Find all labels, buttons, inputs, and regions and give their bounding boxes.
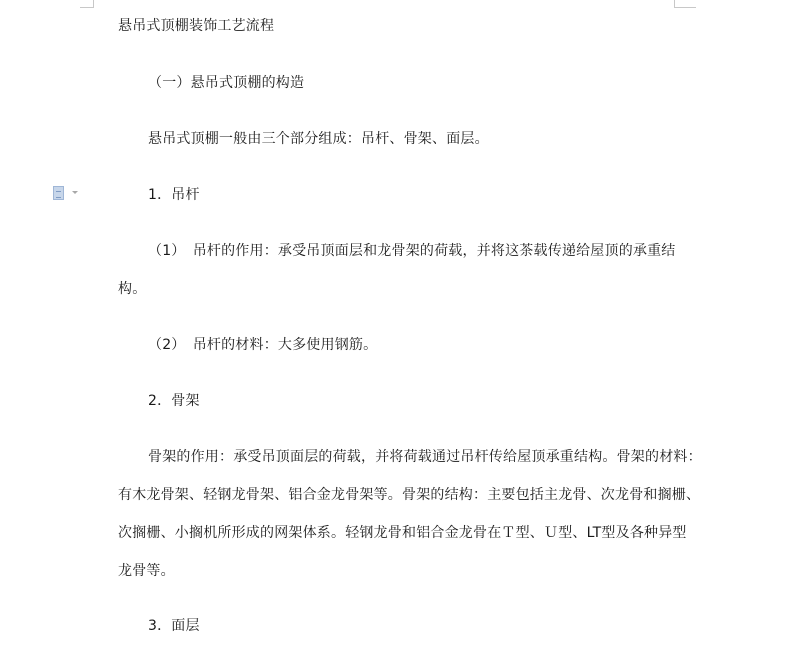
paragraph-line: 构。 <box>118 281 147 297</box>
subheading-hanger: 1．吊杆 <box>148 187 200 203</box>
paragraph: （2） 吊杆的材料：大多使用钢筋。 <box>148 337 378 353</box>
paragraph-line: 次搁栅、小搁机所形成的网架体系。轻钢龙骨和铝合金龙骨在Ｔ型、Ｕ型、LT型及各种异型 <box>118 525 687 541</box>
document-icon[interactable] <box>53 186 64 200</box>
margin-corner-top-right-h <box>674 7 696 8</box>
subheading-surface: 3．面层 <box>148 618 200 634</box>
margin-corner-top-right <box>674 0 675 7</box>
margin-corner-top-left-h <box>80 7 94 8</box>
subheading-frame: 2．骨架 <box>148 393 200 409</box>
margin-corner-top-left <box>93 0 94 7</box>
paragraph-line: 骨架的作用：承受吊顶面层的荷载，并将荷载通过吊杆传给屋顶承重结构。骨架的材料： <box>148 449 702 465</box>
document-title: 悬吊式顶棚装饰工艺流程 <box>118 18 275 34</box>
chevron-down-icon[interactable] <box>72 191 78 194</box>
paragraph: 悬吊式顶棚一般由三个部分组成：吊杆、骨架、面层。 <box>148 131 489 147</box>
paragraph-line: 有木龙骨架、轻钢龙骨架、铝合金龙骨架等。骨架的结构：主要包括主龙骨、次龙骨和搁栅、 <box>118 487 701 503</box>
paragraph-line: 龙骨等。 <box>118 563 175 579</box>
paragraph-line: （1） 吊杆的作用：承受吊顶面层和龙骨架的荷载，并将这茶载传递给屋顶的承重结 <box>148 243 676 259</box>
section-heading: （一）悬吊式顶棚的构造 <box>148 75 305 91</box>
